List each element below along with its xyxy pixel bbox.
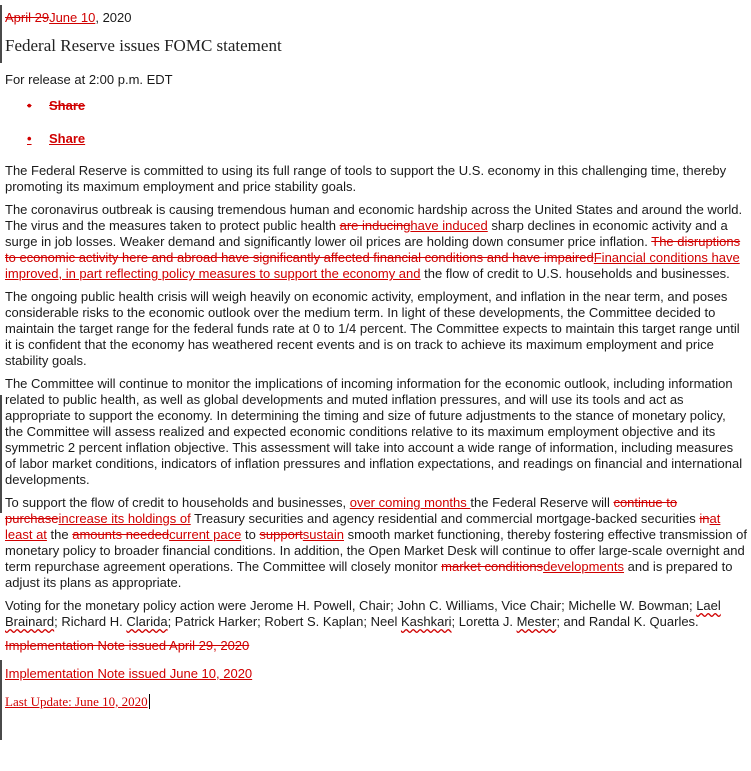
text: ; Richard H. <box>54 614 127 629</box>
release-date <box>5 9 747 27</box>
last-update-text: Last Update: June 10, 2020 <box>5 694 148 709</box>
deleted-text: continue to purchase <box>5 495 678 526</box>
share-link[interactable]: Share <box>49 98 86 113</box>
text: the flow of credit to U.S. households and businesses. <box>420 266 730 281</box>
text: the <box>46 527 73 542</box>
text: To support the flow of credit to households and businesses, <box>5 495 350 510</box>
implementation-note-link[interactable]: Implementation Note issued June 10, 2020 <box>5 666 253 681</box>
paragraph-commitment: The Federal Reserve is committed to using its full range of tools to support the U.S. economy in this challenging time, thereby promoting its maximum employment and price stability goals. <box>5 163 727 194</box>
release-time: For release at 2:00 p.m. EDT <box>5 72 173 87</box>
deleted-text: The disruptions to economic activity here and abroad have significantly affected financial conditions and have impaired <box>5 234 741 265</box>
last-update <box>5 693 747 711</box>
implementation-note-deleted[interactable] <box>5 637 747 655</box>
text: to <box>241 527 260 542</box>
paragraph-monitoring: The Committee will continue to monitor the implications of incoming information for the economic outlook, including information related to public health, as well as global developments and muted inflation pressures, and will use its tools and act as appropriate to support the economy. In determining the timing and size of future adjustments to the stance of monetary policy, the Committee will assess realized and expected economic conditions relative to its maximum employment objective and its symmetric 2 percent inflation objective. This assessment will take into account a wide range of information, including measures of labor market conditions, indicators of inflation pressures and inflation expectations, and readings on financial and international developments. <box>5 376 743 487</box>
spelling-flag: Lael Brainard <box>5 598 721 629</box>
inserted-text: have induced <box>410 218 488 233</box>
deleted-text: are inducing <box>339 218 411 233</box>
inserted-text: at least at <box>5 511 721 542</box>
text: ; and Randal K. Quarles. <box>556 614 699 629</box>
paragraph-outbreak <box>5 202 747 282</box>
text: the Federal Reserve will <box>470 495 614 510</box>
document-body <box>5 9 747 721</box>
page-title: Federal Reserve issues FOMC statement <box>5 36 282 55</box>
inserted-date: June 10 <box>49 10 96 25</box>
deleted-date: April 29 <box>5 10 50 25</box>
paragraph-asset-purchases <box>5 495 747 591</box>
share-item-deleted[interactable] <box>27 97 747 115</box>
implementation-note-inserted[interactable] <box>5 665 747 683</box>
inserted-text: increase its holdings of <box>58 511 191 526</box>
change-bar <box>0 395 2 513</box>
change-bar <box>0 5 2 63</box>
text: The coronavirus outbreak is causing tremendous human and economic hardship across the United States and around the world. The virus and the measures taken to protect public health <box>5 202 743 233</box>
spelling-flag: Mester <box>516 614 557 629</box>
text: sharp declines in economic activity and a surge in job losses. Weaker demand and significantly lower oil prices are holding down consumer price inflation. <box>5 218 728 249</box>
inserted-text: Financial conditions have improved, in part reflecting policy measures to support the economy and <box>5 250 740 281</box>
change-bar <box>0 660 2 740</box>
spelling-flag: Kashkari <box>400 614 452 629</box>
implementation-note-link[interactable]: Implementation Note issued April 29, 2020 <box>5 638 250 653</box>
text: Treasury securities and agency residential and commercial mortgage-backed securities <box>190 511 700 526</box>
share-item-inserted[interactable] <box>27 130 747 148</box>
inserted-text: over coming months <box>349 495 471 510</box>
text: Voting for the monetary policy action were Jerome H. Powell, Chair; John C. Williams, Vice Chair; Michelle W. Bowman; <box>5 598 697 613</box>
inserted-text: sustain <box>302 527 344 542</box>
text: ; Loretta J. <box>451 614 517 629</box>
spelling-flag: Clarida <box>126 614 168 629</box>
deleted-text: market conditions <box>441 559 544 574</box>
deleted-text: amounts needed <box>72 527 170 542</box>
share-list <box>5 97 747 148</box>
bullet-icon: • <box>27 98 32 113</box>
deleted-text: in <box>699 511 710 526</box>
date-year: , 2020 <box>95 10 132 25</box>
inserted-text: developments <box>543 559 625 574</box>
text: and is prepared to adjust its plans as appropriate. <box>5 559 733 590</box>
text-cursor <box>149 694 150 709</box>
inserted-text: current pace <box>169 527 242 542</box>
share-link[interactable]: Share <box>49 131 86 146</box>
text: ; Patrick Harker; Robert S. Kaplan; Neel <box>167 614 401 629</box>
paragraph-outlook: The ongoing public health crisis will weigh heavily on economic activity, employment, and inflation in the near term, and poses considerable risks to the economic outlook over the medium term. In light of these developments, the Committee decided to maintain the target range for the federal funds rate at 0 to 1/4 percent. The Committee expects to maintain this target range until it is confident that the economy has weathered recent events and is on track to achieve its maximum employment and price stability goals. <box>5 289 740 368</box>
deleted-text: support <box>259 527 303 542</box>
paragraph-voting <box>5 598 747 630</box>
bullet-icon: • <box>27 131 32 146</box>
text: smooth market functioning, thereby fostering effective transmission of monetary policy to broader financial conditions. In addition, the Open Market Desk will continue to offer large-scale overnight and term repurchase agreement operations. The Committee will closely monitor <box>5 527 747 574</box>
